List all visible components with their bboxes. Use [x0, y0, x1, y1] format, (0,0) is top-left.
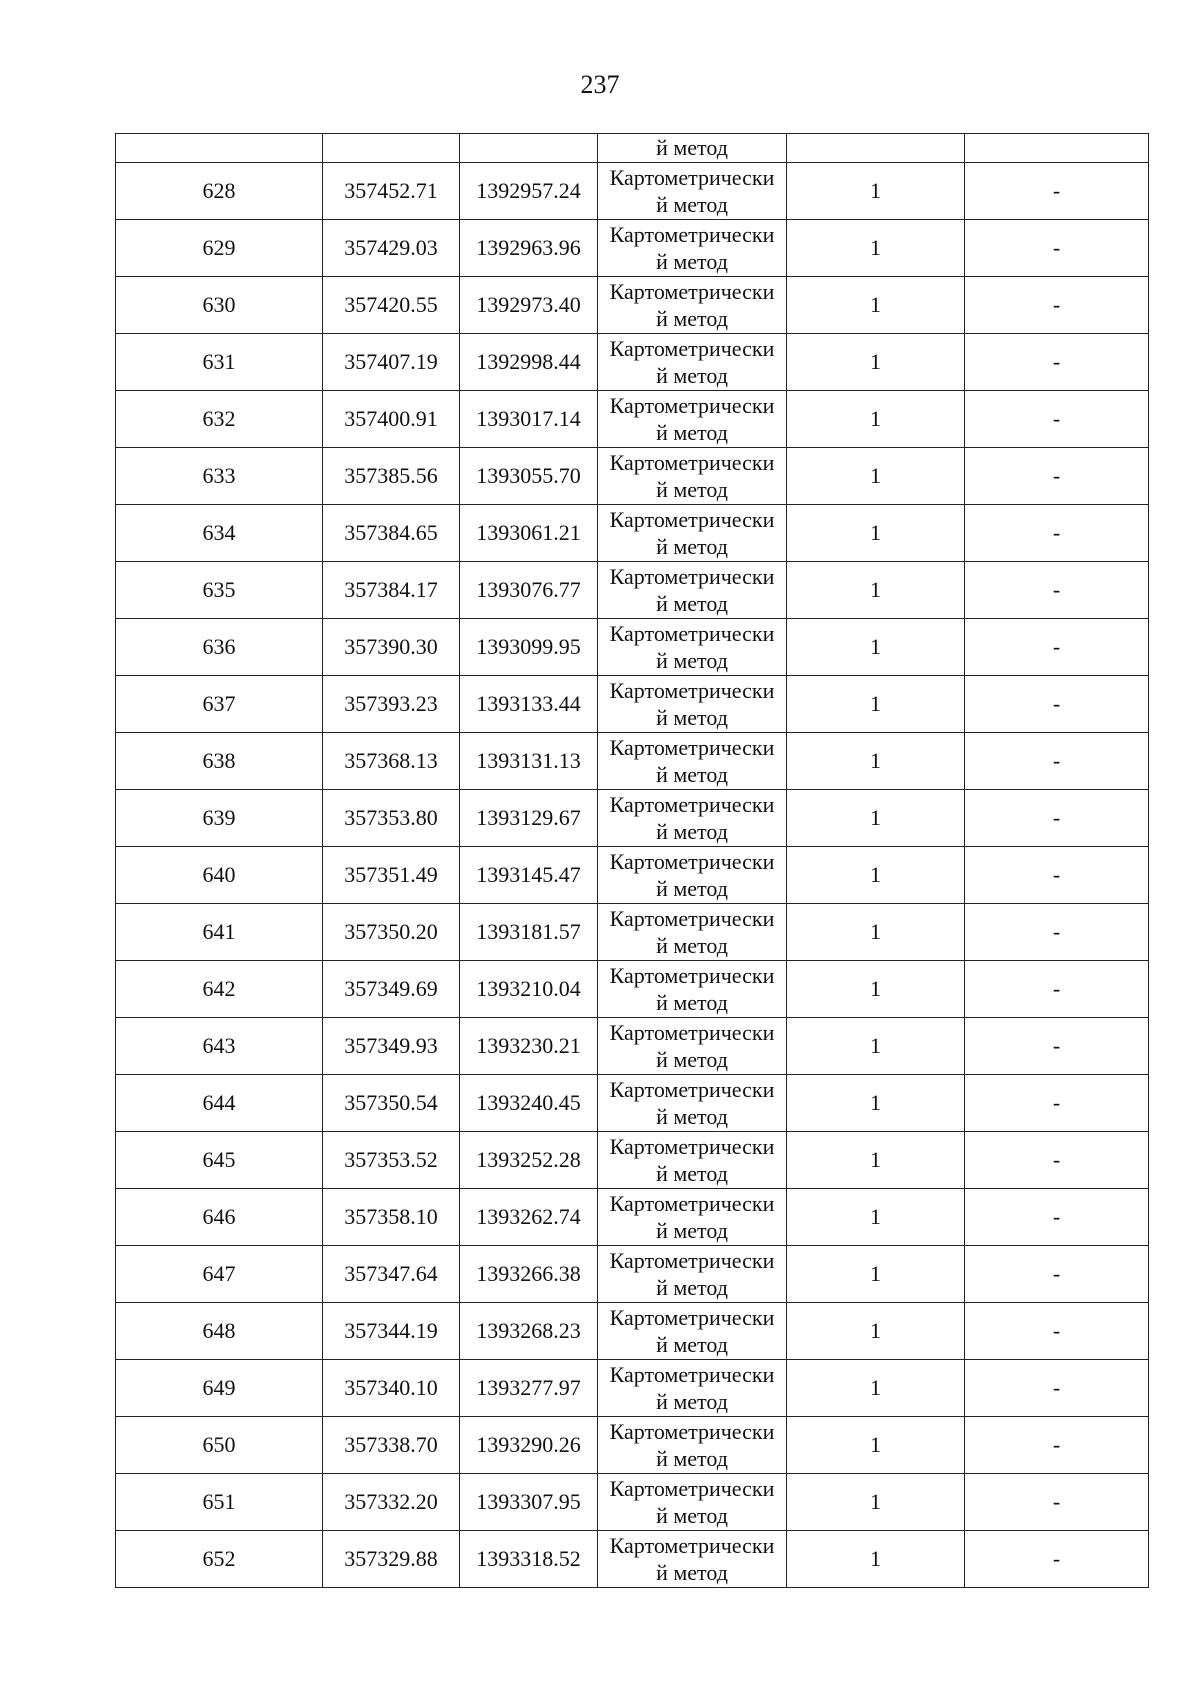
- cell-point: 635: [116, 562, 323, 619]
- cell-x: 357384.65: [323, 505, 460, 562]
- table-row: [116, 1189, 1149, 1246]
- method-line-1: Картометрически: [609, 1191, 775, 1216]
- method-line-1: Картометрически: [609, 906, 775, 931]
- table-row: [116, 1303, 1149, 1360]
- method-line-2: й метод: [656, 477, 728, 502]
- cell-x: 357332.20: [323, 1474, 460, 1531]
- cell-method: [598, 676, 787, 733]
- method-line-1: Картометрически: [609, 336, 775, 361]
- cell-method: [598, 847, 787, 904]
- cell-x: 357329.88: [323, 1531, 460, 1588]
- method-line-2: й метод: [656, 876, 728, 901]
- method-line-1: Картометрически: [609, 222, 775, 247]
- cell-y: 1393099.95: [460, 619, 598, 676]
- cell-method: [598, 1246, 787, 1303]
- cell-accuracy: 1: [787, 961, 965, 1018]
- cell-method: [598, 733, 787, 790]
- cell-point: 646: [116, 1189, 323, 1246]
- cell-y: 1393268.23: [460, 1303, 598, 1360]
- method-line-1: Картометрически: [609, 963, 775, 988]
- cell-accuracy: 1: [787, 505, 965, 562]
- cell-method: [598, 1189, 787, 1246]
- cell-note: [965, 134, 1149, 163]
- cell-point: 639: [116, 790, 323, 847]
- cell-accuracy: 1: [787, 1018, 965, 1075]
- cell-method: [598, 1417, 787, 1474]
- continuation-row: [116, 134, 1149, 163]
- cell-y: 1393266.38: [460, 1246, 598, 1303]
- cell-method: [598, 562, 787, 619]
- cell-accuracy: 1: [787, 220, 965, 277]
- method-line-2: й метод: [656, 1389, 728, 1414]
- table-row: [116, 733, 1149, 790]
- cell-method: й метод: [598, 134, 787, 163]
- cell-y: 1393133.44: [460, 676, 598, 733]
- cell-method: [598, 1360, 787, 1417]
- cell-method: [598, 1075, 787, 1132]
- cell-accuracy: 1: [787, 676, 965, 733]
- method-line-2: й метод: [656, 1104, 728, 1129]
- cell-x: 357385.56: [323, 448, 460, 505]
- cell-point: 637: [116, 676, 323, 733]
- cell-note: -: [965, 163, 1149, 220]
- cell-note: -: [965, 391, 1149, 448]
- cell-method: [598, 448, 787, 505]
- cell-x: 357393.23: [323, 676, 460, 733]
- cell-point: 651: [116, 1474, 323, 1531]
- cell-x: 357407.19: [323, 334, 460, 391]
- method-line-2: й метод: [656, 192, 728, 217]
- cell-accuracy: 1: [787, 733, 965, 790]
- cell-accuracy: 1: [787, 334, 965, 391]
- method-line-1: Картометрически: [609, 564, 775, 589]
- cell-y: 1392973.40: [460, 277, 598, 334]
- method-line-2: й метод: [656, 933, 728, 958]
- method-line-1: Картометрически: [609, 1077, 775, 1102]
- cell-method: [598, 334, 787, 391]
- cell-point: 642: [116, 961, 323, 1018]
- cell-x: 357429.03: [323, 220, 460, 277]
- cell-y: [460, 134, 598, 163]
- coordinates-table-body: [116, 134, 1149, 1588]
- cell-point: 641: [116, 904, 323, 961]
- cell-y: 1393181.57: [460, 904, 598, 961]
- cell-x: [323, 134, 460, 163]
- cell-accuracy: 1: [787, 1189, 965, 1246]
- method-line-1: Картометрически: [609, 165, 775, 190]
- cell-note: -: [965, 847, 1149, 904]
- table-row: [116, 1018, 1149, 1075]
- cell-y: 1393210.04: [460, 961, 598, 1018]
- cell-accuracy: 1: [787, 904, 965, 961]
- cell-y: 1393230.21: [460, 1018, 598, 1075]
- cell-x: 357384.17: [323, 562, 460, 619]
- cell-point: 633: [116, 448, 323, 505]
- cell-accuracy: [787, 134, 965, 163]
- cell-x: 357347.64: [323, 1246, 460, 1303]
- cell-accuracy: 1: [787, 790, 965, 847]
- method-line-2: й метод: [656, 1560, 728, 1585]
- cell-note: -: [965, 1303, 1149, 1360]
- cell-y: 1393061.21: [460, 505, 598, 562]
- cell-point: 644: [116, 1075, 323, 1132]
- cell-note: -: [965, 676, 1149, 733]
- table-row: [116, 391, 1149, 448]
- method-line-2: й метод: [656, 591, 728, 616]
- cell-point: 643: [116, 1018, 323, 1075]
- cell-point: 652: [116, 1531, 323, 1588]
- cell-x: 357340.10: [323, 1360, 460, 1417]
- cell-accuracy: 1: [787, 163, 965, 220]
- table-row: [116, 676, 1149, 733]
- method-line-2: й метод: [656, 1047, 728, 1072]
- table-row: [116, 790, 1149, 847]
- cell-y: 1393131.13: [460, 733, 598, 790]
- cell-y: 1392963.96: [460, 220, 598, 277]
- cell-y: 1393307.95: [460, 1474, 598, 1531]
- cell-x: 357349.93: [323, 1018, 460, 1075]
- cell-point: 636: [116, 619, 323, 676]
- cell-method: [598, 904, 787, 961]
- table-row: [116, 1360, 1149, 1417]
- cell-x: 357390.30: [323, 619, 460, 676]
- method-line-2: й метод: [656, 534, 728, 559]
- method-line-2: й метод: [656, 249, 728, 274]
- cell-accuracy: 1: [787, 619, 965, 676]
- cell-point: 650: [116, 1417, 323, 1474]
- table-row: [116, 562, 1149, 619]
- cell-point: [116, 134, 323, 163]
- cell-y: 1393277.97: [460, 1360, 598, 1417]
- cell-note: -: [965, 1246, 1149, 1303]
- cell-point: 634: [116, 505, 323, 562]
- table-row: [116, 619, 1149, 676]
- cell-note: -: [965, 1132, 1149, 1189]
- method-line-2: й метод: [656, 363, 728, 388]
- method-line-2: й метод: [656, 648, 728, 673]
- cell-accuracy: 1: [787, 1531, 965, 1588]
- method-line-1: Картометрически: [609, 1476, 775, 1501]
- method-line-2: й метод: [656, 306, 728, 331]
- method-line-2: й метод: [656, 1332, 728, 1357]
- cell-y: 1393252.28: [460, 1132, 598, 1189]
- cell-y: 1393129.67: [460, 790, 598, 847]
- method-line-1: Картометрически: [609, 735, 775, 760]
- page-number: 237: [580, 70, 620, 99]
- method-line-1: Картометрически: [609, 1020, 775, 1045]
- cell-note: -: [965, 562, 1149, 619]
- cell-point: 638: [116, 733, 323, 790]
- cell-accuracy: 1: [787, 448, 965, 505]
- cell-method: [598, 1474, 787, 1531]
- cell-point: 628: [116, 163, 323, 220]
- table-row: [116, 277, 1149, 334]
- cell-method: [598, 961, 787, 1018]
- cell-method: [598, 163, 787, 220]
- cell-note: -: [965, 1531, 1149, 1588]
- cell-accuracy: 1: [787, 1246, 965, 1303]
- cell-y: 1392998.44: [460, 334, 598, 391]
- cell-x: 357349.69: [323, 961, 460, 1018]
- cell-note: -: [965, 1474, 1149, 1531]
- method-line-2: й метод: [656, 420, 728, 445]
- table-row: [116, 163, 1149, 220]
- method-line-1: Картометрически: [609, 1305, 775, 1330]
- method-line-2: й метод: [656, 990, 728, 1015]
- method-line-1: Картометрически: [609, 1248, 775, 1273]
- cell-accuracy: 1: [787, 1303, 965, 1360]
- table-row: [116, 448, 1149, 505]
- table-row: [116, 505, 1149, 562]
- cell-note: -: [965, 334, 1149, 391]
- cell-point: 648: [116, 1303, 323, 1360]
- cell-x: 357353.52: [323, 1132, 460, 1189]
- method-line-1: Картометрически: [609, 507, 775, 532]
- cell-note: -: [965, 1075, 1149, 1132]
- table-row: [116, 1531, 1149, 1588]
- cell-x: 357452.71: [323, 163, 460, 220]
- cell-accuracy: 1: [787, 1474, 965, 1531]
- cell-y: 1393017.14: [460, 391, 598, 448]
- cell-x: 357350.20: [323, 904, 460, 961]
- cell-y: 1393145.47: [460, 847, 598, 904]
- table-row: [116, 1474, 1149, 1531]
- cell-y: 1393076.77: [460, 562, 598, 619]
- cell-x: 357368.13: [323, 733, 460, 790]
- table-row: [116, 1417, 1149, 1474]
- cell-x: 357344.19: [323, 1303, 460, 1360]
- cell-note: -: [965, 619, 1149, 676]
- cell-accuracy: 1: [787, 1075, 965, 1132]
- cell-y: 1393055.70: [460, 448, 598, 505]
- cell-y: 1393240.45: [460, 1075, 598, 1132]
- cell-note: -: [965, 505, 1149, 562]
- cell-x: 357358.10: [323, 1189, 460, 1246]
- method-line-2: й метод: [656, 705, 728, 730]
- table-row: [116, 1132, 1149, 1189]
- method-line-1: Картометрически: [609, 849, 775, 874]
- cell-note: -: [965, 277, 1149, 334]
- table-row: [116, 220, 1149, 277]
- cell-note: -: [965, 220, 1149, 277]
- cell-y: 1393290.26: [460, 1417, 598, 1474]
- cell-point: 640: [116, 847, 323, 904]
- method-line-1: Картометрически: [609, 1419, 775, 1444]
- cell-point: 632: [116, 391, 323, 448]
- method-line-2: й метод: [656, 1446, 728, 1471]
- cell-accuracy: 1: [787, 277, 965, 334]
- cell-method: [598, 1303, 787, 1360]
- cell-point: 629: [116, 220, 323, 277]
- table-row: [116, 904, 1149, 961]
- cell-method: [598, 505, 787, 562]
- table-row: [116, 961, 1149, 1018]
- cell-method: [598, 277, 787, 334]
- cell-accuracy: 1: [787, 562, 965, 619]
- cell-point: 631: [116, 334, 323, 391]
- cell-note: -: [965, 1189, 1149, 1246]
- cell-y: 1392957.24: [460, 163, 598, 220]
- cell-method: [598, 619, 787, 676]
- method-line-2: й метод: [656, 1503, 728, 1528]
- method-line-1: Картометрически: [609, 621, 775, 646]
- cell-note: -: [965, 904, 1149, 961]
- method-line-1: Картометрически: [609, 678, 775, 703]
- method-line-1: Картометрически: [609, 792, 775, 817]
- cell-note: -: [965, 1360, 1149, 1417]
- cell-note: -: [965, 790, 1149, 847]
- cell-method: [598, 790, 787, 847]
- cell-x: 357350.54: [323, 1075, 460, 1132]
- method-line-2: й метод: [656, 1275, 728, 1300]
- method-line-1: Картометрически: [609, 279, 775, 304]
- method-line-2: й метод: [656, 819, 728, 844]
- cell-note: -: [965, 733, 1149, 790]
- method-line-2: й метод: [656, 1218, 728, 1243]
- cell-accuracy: 1: [787, 1132, 965, 1189]
- cell-accuracy: 1: [787, 1360, 965, 1417]
- table-row: [116, 1075, 1149, 1132]
- cell-accuracy: 1: [787, 391, 965, 448]
- cell-point: 649: [116, 1360, 323, 1417]
- cell-method: [598, 391, 787, 448]
- coordinates-table: [115, 133, 1149, 1588]
- cell-x: 357351.49: [323, 847, 460, 904]
- method-line-1: Картометрически: [609, 1134, 775, 1159]
- method-line-2: й метод: [656, 762, 728, 787]
- cell-note: -: [965, 961, 1149, 1018]
- cell-method: [598, 1018, 787, 1075]
- cell-y: 1393318.52: [460, 1531, 598, 1588]
- method-line-1: Картометрически: [609, 393, 775, 418]
- cell-note: -: [965, 1417, 1149, 1474]
- cell-accuracy: 1: [787, 1417, 965, 1474]
- cell-x: 357353.80: [323, 790, 460, 847]
- cell-x: 357420.55: [323, 277, 460, 334]
- cell-point: 645: [116, 1132, 323, 1189]
- cell-method: [598, 220, 787, 277]
- cell-note: -: [965, 448, 1149, 505]
- method-line-1: Картометрически: [609, 1362, 775, 1387]
- cell-x: 357338.70: [323, 1417, 460, 1474]
- cell-y: 1393262.74: [460, 1189, 598, 1246]
- cell-point: 630: [116, 277, 323, 334]
- method-line-2: й метод: [656, 1161, 728, 1186]
- cell-point: 647: [116, 1246, 323, 1303]
- cell-accuracy: 1: [787, 847, 965, 904]
- cell-x: 357400.91: [323, 391, 460, 448]
- cell-note: -: [965, 1018, 1149, 1075]
- cell-method: [598, 1531, 787, 1588]
- table-row: [116, 1246, 1149, 1303]
- table-row: [116, 334, 1149, 391]
- method-line-1: Картометрически: [609, 1533, 775, 1558]
- table-row: [116, 847, 1149, 904]
- method-line-1: Картометрически: [609, 450, 775, 475]
- cell-method: [598, 1132, 787, 1189]
